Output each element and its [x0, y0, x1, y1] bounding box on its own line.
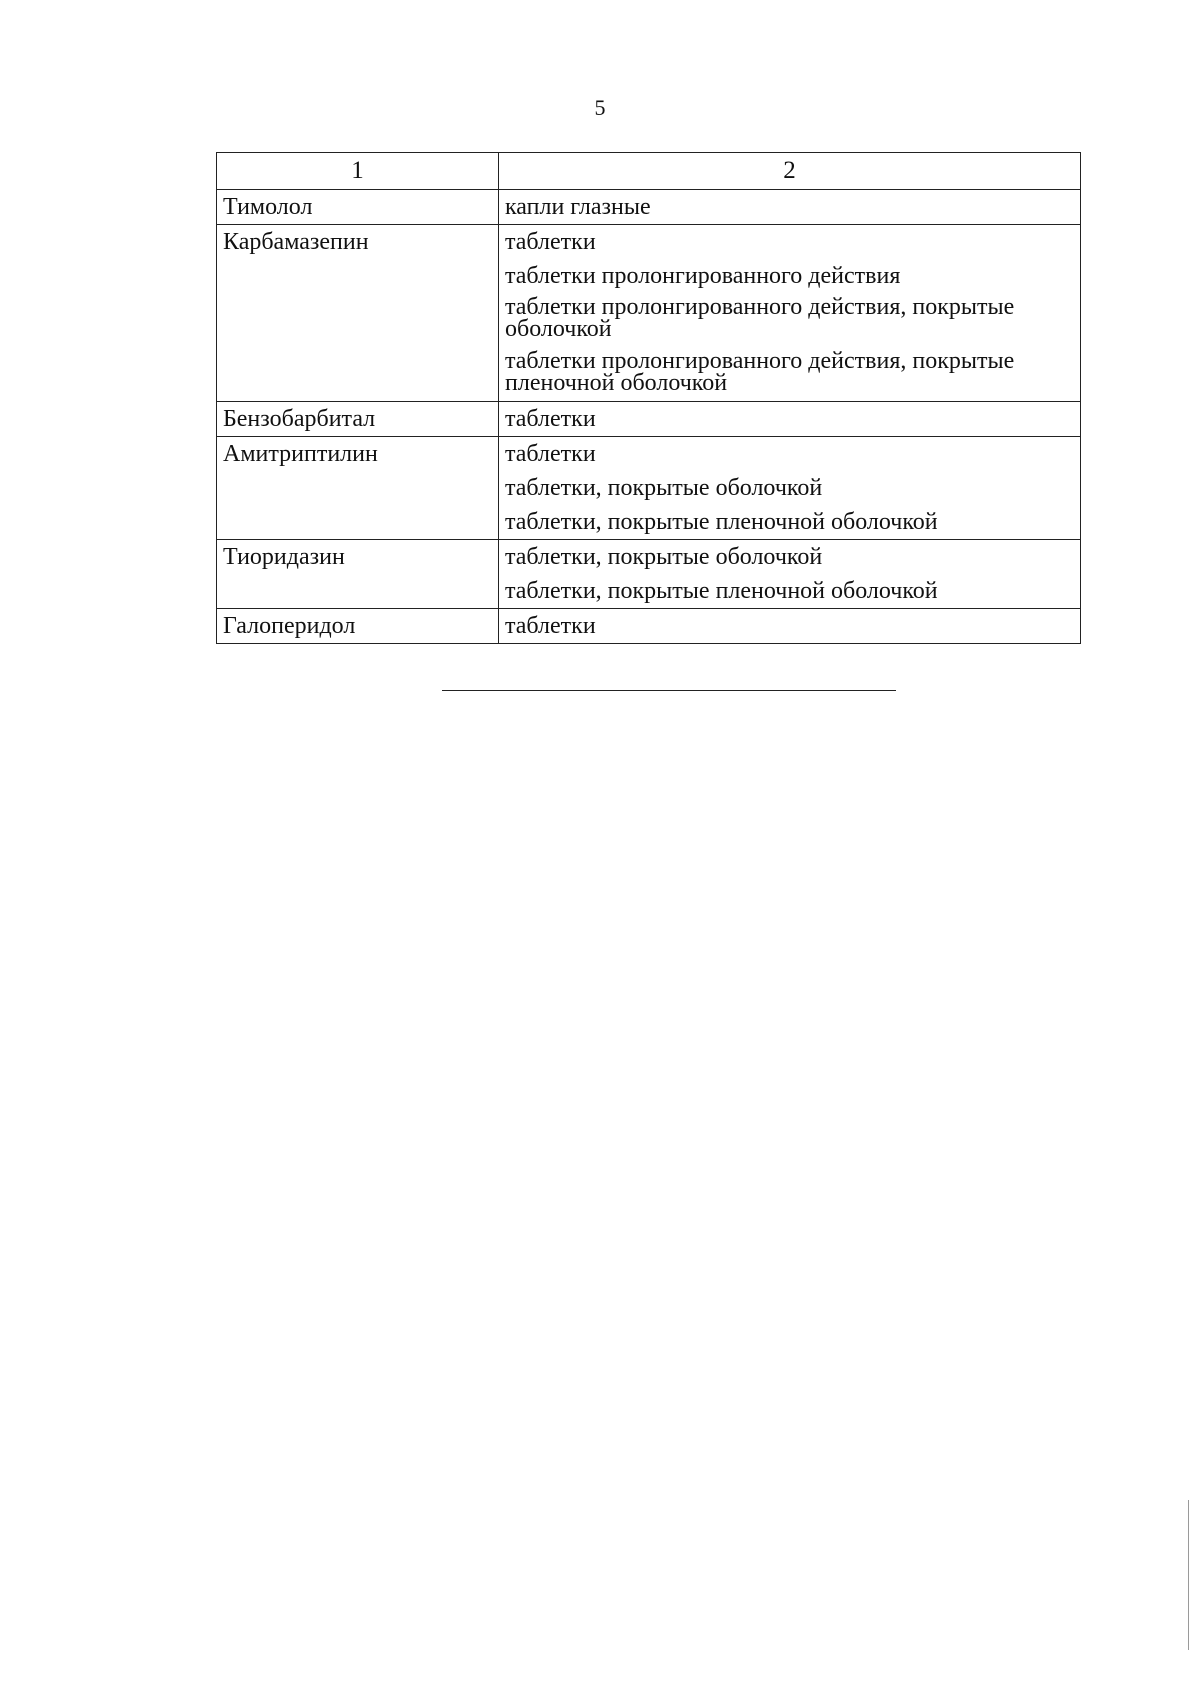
table-row	[217, 225, 1081, 402]
dosage-form: таблетки	[505, 613, 596, 639]
dosage-forms-cell	[499, 225, 1081, 402]
dosage-form: таблетки	[505, 406, 596, 432]
table-row	[217, 540, 1081, 609]
dosage-forms-cell	[499, 190, 1081, 225]
dosage-form: капли глазные	[505, 194, 651, 220]
scan-edge-mark	[1188, 1500, 1189, 1650]
drug-name-cell: Бензобарбитал	[217, 402, 499, 437]
dosage-form: таблетки, покрытые оболочкой	[505, 475, 823, 501]
dosage-form: таблетки	[505, 229, 596, 255]
table-row	[217, 190, 1081, 225]
drug-name-cell: Тиоридазин	[217, 540, 499, 609]
dosage-forms-cell	[499, 540, 1081, 609]
column-header-1: 1	[217, 153, 499, 190]
drug-name-cell: Тимолол	[217, 190, 499, 225]
table-row	[217, 437, 1081, 540]
dosage-form: таблетки пролонгированного действия, покрытые оболочкой	[505, 294, 1015, 342]
dosage-form: таблетки пролонгированного действия, покрытые пленочной оболочкой	[505, 348, 1015, 396]
drug-name-cell: Амитриптилин	[217, 437, 499, 540]
table-header-row	[217, 153, 1081, 190]
page-number: 5	[594, 95, 606, 120]
drug-name-cell: Галоперидол	[217, 609, 499, 644]
dosage-forms-cell	[499, 609, 1081, 644]
dosage-form: таблетки, покрытые пленочной оболочкой	[505, 509, 938, 535]
dosage-forms-cell	[499, 402, 1081, 437]
column-header-2: 2	[499, 153, 1081, 190]
dosage-form: таблетки пролонгированного действия	[505, 263, 901, 289]
dosage-form: таблетки, покрытые пленочной оболочкой	[505, 578, 938, 604]
table-row	[217, 402, 1081, 437]
dosage-forms-cell	[499, 437, 1081, 540]
end-of-document-rule	[442, 690, 896, 691]
dosage-form: таблетки, покрытые оболочкой	[505, 544, 823, 570]
drug-forms-table	[216, 152, 1081, 644]
table-row	[217, 609, 1081, 644]
dosage-form: таблетки	[505, 441, 596, 467]
drug-name-cell: Карбамазепин	[217, 225, 499, 402]
